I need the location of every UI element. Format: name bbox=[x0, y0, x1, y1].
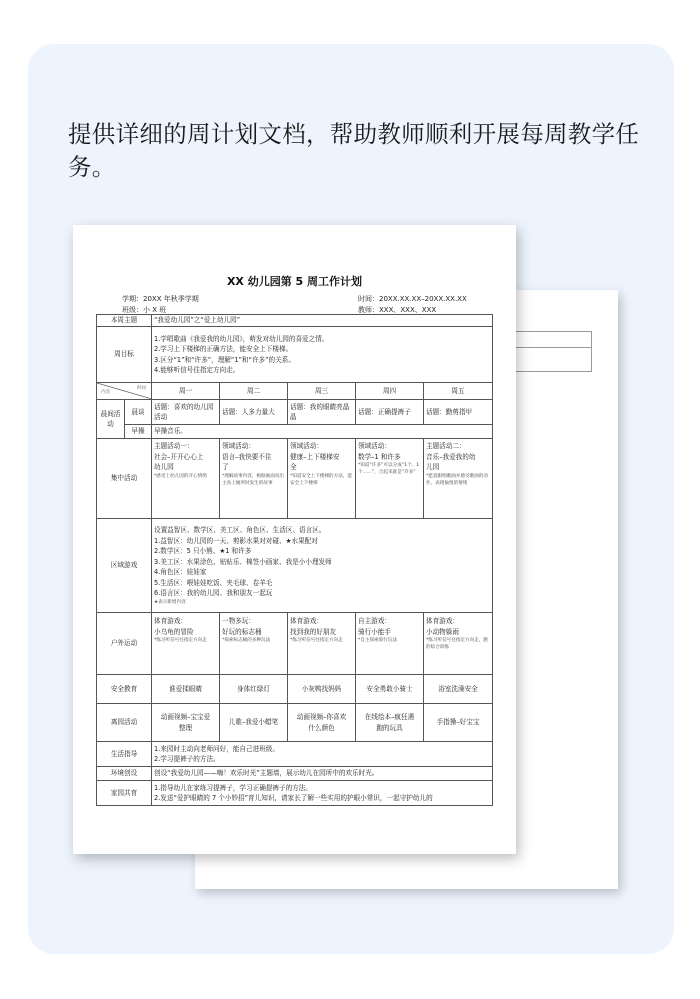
area-item: 3.美工区：水果涂色、贴贴乐、棉签小画家、我是小小理发师 bbox=[154, 557, 332, 566]
outdoor-row bbox=[97, 613, 493, 675]
goals-list bbox=[152, 327, 493, 383]
area-item: 4.角色区：娃娃家 bbox=[154, 568, 207, 577]
goal-item: 3.区分“1”和“许多”，理解“1”和“许多”的关系。 bbox=[154, 355, 295, 364]
weekly-plan-table bbox=[96, 314, 493, 806]
leave-cell bbox=[152, 704, 220, 742]
leave-cell bbox=[424, 704, 493, 742]
morning-activity-label: 晨间活动 bbox=[97, 400, 125, 439]
safety-cell: 身体红绿灯 bbox=[220, 675, 288, 704]
outdoor-note: *探索标志桶的多种玩法 bbox=[222, 638, 271, 643]
semester-label: 学期：20XX 年秋季学期 bbox=[122, 295, 199, 303]
outdoor-note: *练习听信号往指定方向走 bbox=[154, 638, 207, 643]
outdoor-cell bbox=[424, 613, 493, 675]
area-games-list bbox=[152, 519, 493, 613]
headline: 提供详细的周计划文档，帮助教师顺利开展每周教学任务。 bbox=[68, 120, 640, 181]
safety-cell: 谁爱揉眼睛 bbox=[152, 675, 220, 704]
family-row bbox=[97, 781, 493, 806]
goals-label: 周目标 bbox=[97, 327, 152, 383]
morning-talk-label: 晨谈 bbox=[125, 400, 152, 425]
family-list bbox=[152, 781, 493, 806]
leave-line: 跑的玩具 bbox=[376, 723, 403, 732]
theme-value: “我爱幼儿园”之“爱上幼儿园” bbox=[152, 315, 493, 327]
focus-activity-label: 集中活动 bbox=[97, 439, 152, 519]
focus-note: *理解故事内容，根据画面说出主角上厕所时发生的故事 bbox=[222, 473, 285, 486]
area-item: 6.语言区：我的幼儿园、我和朋友一起玩 bbox=[154, 589, 273, 598]
outdoor-line: 小动物躲雨 bbox=[426, 627, 459, 636]
morning-exercise-row bbox=[97, 425, 493, 439]
outdoor-line: 体育游戏： bbox=[290, 617, 323, 625]
outdoor-line: 体育游戏： bbox=[154, 617, 187, 625]
leave-line: 动画视频–你喜欢 bbox=[296, 713, 347, 721]
focus-line: 领域活动： bbox=[290, 442, 323, 450]
goal-item: 2.学习上下楼梯的正确方法，能安全上下楼梯。 bbox=[154, 345, 293, 353]
day-friday: 周五 bbox=[424, 383, 493, 400]
area-note: ★表示新增内容 bbox=[154, 599, 186, 605]
outdoor-line: 好玩的标志桶 bbox=[222, 627, 262, 636]
back-page-rule bbox=[591, 331, 592, 371]
focus-line: 健康–上下楼梯安 bbox=[290, 452, 340, 461]
focus-note: *感受上幼儿园的开心情绪 bbox=[154, 473, 207, 479]
morning-talk-cell: 话题：勤剪指甲 bbox=[424, 400, 493, 425]
teachers-label: 教师：XXX、XXX、XXX bbox=[358, 306, 437, 314]
focus-note: *知道“许多”可以分成“1个、1个……”，合起来就是“许多” bbox=[358, 463, 420, 475]
focus-line: 音乐–我爱我的幼 bbox=[426, 452, 476, 461]
life-item: 1.来园时主动向老师问好，能自己进班级。 bbox=[154, 744, 279, 753]
day-monday: 周一 bbox=[152, 383, 220, 400]
safety-label: 安全教育 bbox=[97, 675, 152, 704]
outdoor-cell bbox=[152, 613, 220, 675]
focus-cell bbox=[424, 439, 493, 519]
area-item: 1.益智区：幼儿园的一天、剪影水果对对碰、★水果配对 bbox=[154, 536, 318, 545]
morning-exercise-label: 早操 bbox=[125, 425, 152, 439]
area-games-row bbox=[97, 519, 493, 613]
leave-row bbox=[97, 704, 493, 742]
safety-cell: 安全勇敢小骑士 bbox=[356, 675, 424, 704]
area-games-label: 区域游戏 bbox=[97, 519, 152, 613]
leave-cell bbox=[356, 704, 424, 742]
safety-cell: 小灰鸭找妈妈 bbox=[288, 675, 356, 704]
goal-item: 1.学唱歌曲《我爱我的幼儿园》，萌发对幼儿园的喜爱之情。 bbox=[154, 334, 329, 343]
goals-row bbox=[97, 327, 493, 383]
focus-line: 幼儿园 bbox=[154, 463, 174, 471]
outdoor-cell bbox=[356, 613, 424, 675]
focus-line: 语言–我快要不住 bbox=[222, 452, 272, 461]
environment-value: 创设“我爱幼儿园——嗨！欢乐时光”主题墙，展示幼儿在园所中的欢乐时光。 bbox=[152, 767, 493, 781]
morning-talk-row bbox=[97, 400, 493, 425]
focus-line: 社会–开开心心上 bbox=[154, 452, 204, 461]
focus-line: 儿园 bbox=[426, 463, 440, 471]
safety-cell: 浴室洗澡安全 bbox=[424, 675, 493, 704]
day-thursday: 周四 bbox=[356, 383, 424, 400]
area-item: 2.数学区：5 只小熊、★1 和许多 bbox=[154, 547, 252, 556]
diagonal-header-cell bbox=[97, 383, 152, 400]
focus-line: 领域活动： bbox=[358, 442, 391, 450]
leave-cell bbox=[288, 704, 356, 742]
morning-talk-cell: 话题：喜欢的幼儿园活动 bbox=[152, 400, 220, 425]
family-item: 1.指导幼儿在家练习提裤子，学习正确提裤子的方法。 bbox=[154, 783, 312, 792]
leave-line: 整理 bbox=[178, 723, 193, 732]
morning-talk-cell: 话题：人多力量大 bbox=[220, 400, 288, 425]
outdoor-cell bbox=[220, 613, 288, 675]
focus-cell bbox=[288, 439, 356, 519]
life-item: 2.学习提裤子的方法。 bbox=[154, 755, 220, 763]
leave-line: 在线绘本–疯狂遇 bbox=[364, 713, 415, 721]
outdoor-note: *练习听信号往指定方向走 bbox=[290, 638, 343, 643]
outdoor-cell bbox=[288, 613, 356, 675]
life-list bbox=[152, 742, 493, 767]
focus-note: *愿意跟唱歌曲并感受歌曲的动作，表现愉悦的情绪 bbox=[426, 473, 489, 486]
leave-line: 儿歌–我爱小蜡笔 bbox=[228, 718, 279, 727]
header-time-label: 时间 bbox=[136, 386, 146, 391]
family-item: 2.发送“爱护眼睛的 7 个小妙招”育儿知识，请家长了解一些实用的护眼小常识，一起守护幼儿的 bbox=[154, 794, 433, 802]
focus-line: 了 bbox=[222, 463, 229, 471]
outdoor-line: 体育游戏： bbox=[426, 617, 459, 625]
focus-note: *知道安全上下楼梯的方法，能安全上下楼梯 bbox=[290, 473, 353, 486]
front-document-page bbox=[73, 225, 516, 854]
outdoor-label: 户外运动 bbox=[97, 613, 152, 675]
outdoor-line: 自主游戏： bbox=[358, 617, 391, 625]
day-tuesday: 周二 bbox=[220, 383, 288, 400]
focus-line: 主题活动一： bbox=[154, 442, 194, 450]
theme-row bbox=[97, 315, 493, 327]
leave-label: 离园活动 bbox=[97, 704, 152, 742]
document-title: XX 幼儿园第 5 周工作计划 bbox=[226, 275, 363, 288]
focus-activity-row bbox=[97, 439, 493, 519]
day-wednesday: 周三 bbox=[288, 383, 356, 400]
environment-row bbox=[97, 767, 493, 781]
focus-line: 领域活动： bbox=[222, 442, 255, 450]
goal-item: 4.能够听信号往指定方向走。 bbox=[154, 366, 240, 374]
safety-row bbox=[97, 675, 493, 704]
morning-exercise-value: 早操音乐。 bbox=[152, 425, 493, 439]
environment-label: 环境创设 bbox=[97, 767, 152, 781]
leave-cell bbox=[220, 704, 288, 742]
morning-talk-cell: 话题：正确提裤子 bbox=[356, 400, 424, 425]
outdoor-line: 小乌龟的冒险 bbox=[154, 627, 194, 636]
area-item: 5.生活区：喂娃娃吃饭、夹毛球、卷羊毛 bbox=[154, 578, 273, 587]
outdoor-note: *自主探索骑行玩法 bbox=[358, 638, 398, 643]
morning-talk-cell: 话题：我的眼睛亮晶晶 bbox=[288, 400, 356, 425]
focus-line: 主题活动二： bbox=[426, 442, 466, 450]
life-label: 生活指导 bbox=[97, 742, 152, 767]
leave-line: 手指操–好宝宝 bbox=[436, 718, 480, 727]
outdoor-line: 骑行小能手 bbox=[358, 627, 391, 636]
leave-line: 动画视频–宝宝爱 bbox=[160, 713, 211, 721]
life-row bbox=[97, 742, 493, 767]
focus-line: 全 bbox=[290, 463, 297, 471]
class-label: 班级：小 X 班 bbox=[122, 306, 167, 314]
header-content-label: 内容 bbox=[101, 389, 111, 395]
focus-line: 数学–1 和许多 bbox=[358, 452, 401, 461]
family-label: 家园共育 bbox=[97, 781, 152, 806]
leave-line: 什么颜色 bbox=[308, 723, 335, 732]
focus-cell bbox=[152, 439, 220, 519]
outdoor-note: *练习听信号往指定方向走，跑的综合训练 bbox=[426, 638, 489, 650]
days-header-row bbox=[97, 383, 493, 400]
outdoor-line: 找到我的好朋友 bbox=[290, 627, 337, 636]
focus-cell bbox=[220, 439, 288, 519]
time-label: 时间：20XX.XX.XX–20XX.XX.XX bbox=[358, 295, 467, 303]
focus-cell bbox=[356, 439, 424, 519]
theme-label: 本周主题 bbox=[97, 315, 152, 327]
area-item: 设置益智区、数学区、美工区、角色区、生活区、语言区。 bbox=[154, 526, 326, 535]
outdoor-line: 一物多玩： bbox=[222, 617, 255, 625]
